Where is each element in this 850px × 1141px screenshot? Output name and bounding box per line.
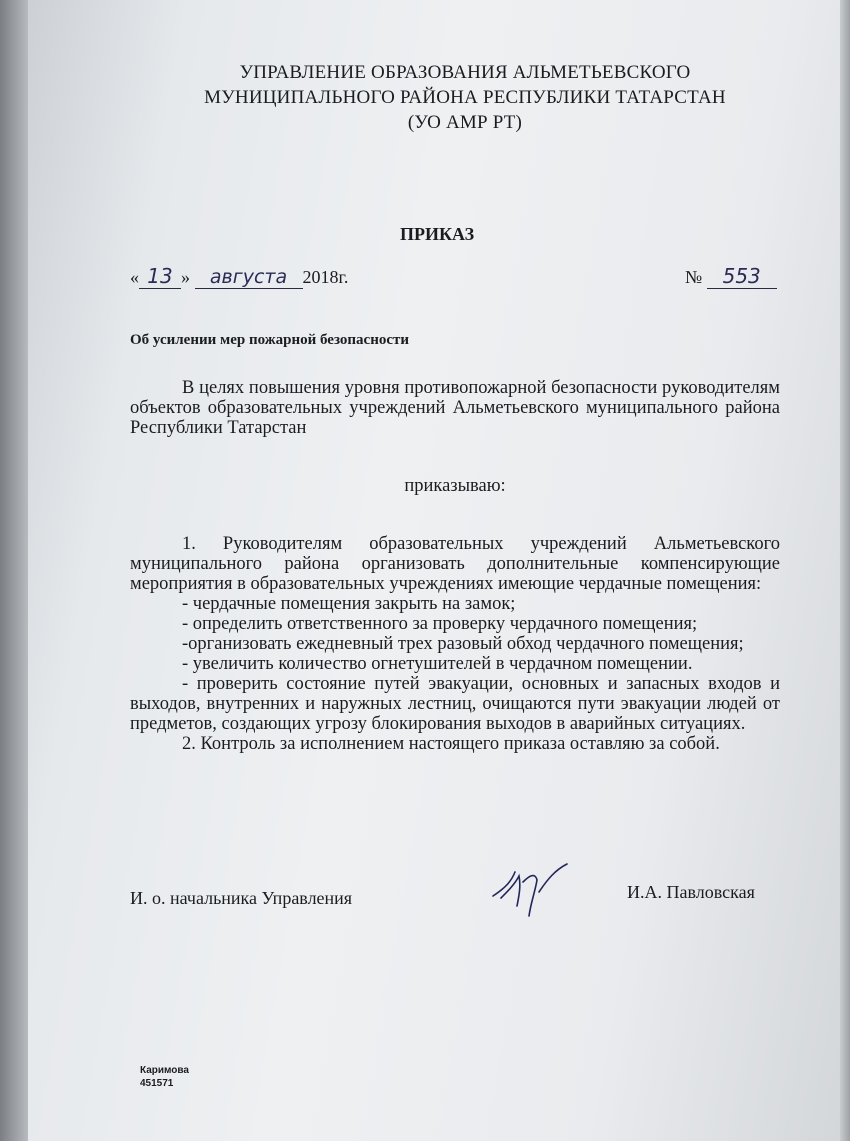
signer-name: И.А. Павловская — [627, 882, 755, 902]
executor-phone: 451571 — [140, 1078, 174, 1089]
item-1-paragraph: 1. Руководителям образовательных учреждений Альметьевского муниципального района организовать дополнительные компенсирующие мероприятия в образовательных учреждениях имеющие чердачные помещения: — [130, 534, 780, 594]
decree-word: приказываю: — [404, 476, 506, 496]
intro-paragraph: В целях повышения уровня противопожарной безопасности руководителям объектов образовательных учреждений Альметьевского муниципального района Республики Татарстан — [130, 378, 780, 438]
bullet-item: -организовать ежедневный трех разовый обход чердачного помещения; — [182, 634, 744, 654]
order-subject: Об усилении мер пожарной безопасности — [130, 332, 410, 348]
quote-close: » — [181, 267, 190, 287]
handwritten-day: 13 — [139, 264, 181, 289]
bullet-item: - проверить состояние путей эвакуации, основных и запасных входов и выходов, внутренних и наружных лестниц, очищаются пути эвакуации людей от предметов, создающих угрозу блокирования выходов в аварийных ситуациях. — [130, 674, 780, 734]
bullet-item: - увеличить количество огнетушителей в чердачном помещении. — [182, 654, 693, 674]
bullet-item: - чердачные помещения закрыть на замок; — [182, 594, 516, 614]
header-line-2: МУНИЦИПАЛЬНОГО РАЙОНА РЕСПУБЛИКИ ТАТАРСТАН — [204, 87, 726, 108]
handwritten-signature-icon — [485, 862, 585, 922]
quote-open: « — [130, 267, 139, 287]
handwritten-month: августа — [195, 266, 303, 289]
order-body — [130, 378, 780, 754]
page-shadow-left — [0, 0, 28, 1141]
page-shadow-right — [840, 0, 850, 1141]
header-line-3: (УО АМР РТ) — [407, 112, 523, 133]
order-year: 2018г. — [302, 267, 349, 287]
header-line-1: УПРАВЛЕНИЕ ОБРАЗОВАНИЯ АЛЬМЕТЬЕВСКОГО — [239, 62, 691, 83]
organization-header — [120, 60, 810, 135]
order-date-number-row — [130, 264, 780, 294]
item-2-paragraph: 2. Контроль за исполнением настоящего приказа оставляю за собой. — [182, 734, 720, 754]
order-title: ПРИКАЗ — [400, 224, 475, 244]
order-date — [130, 264, 348, 289]
handwritten-number: 553 — [707, 264, 777, 289]
signer-role: И. о. начальника Управления — [130, 888, 353, 908]
number-label: № — [685, 267, 703, 287]
signature-block — [130, 882, 780, 942]
executor-note — [140, 1064, 189, 1090]
order-number — [685, 264, 777, 289]
bullet-item: - определить ответственного за проверку чердачного помещения; — [182, 614, 698, 634]
executor-name: Каримова — [140, 1065, 189, 1076]
